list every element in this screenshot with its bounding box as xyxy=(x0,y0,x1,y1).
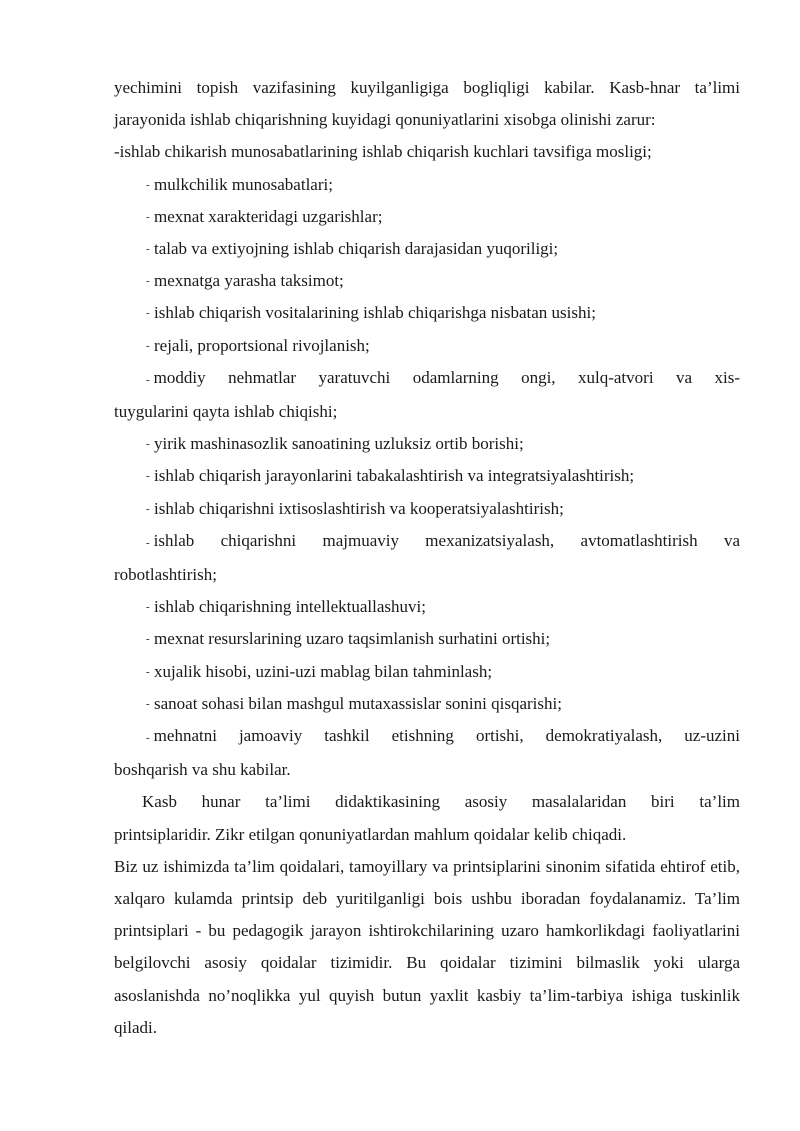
dash-bullet: - xyxy=(146,633,150,646)
dash-bullet: - xyxy=(146,536,150,549)
dash-bullet: - xyxy=(146,339,150,352)
list-item-text: moddiy nehmatlar yaratuvchi odamlarning ongi, xulq-atvori va xis- xyxy=(153,367,740,387)
dash-bullet: - xyxy=(146,210,150,223)
list-item xyxy=(114,201,740,233)
dash-bullet: - xyxy=(146,502,150,515)
dash-bullet: - xyxy=(146,601,150,614)
list-item-text: ishlab chiqarishni majmuaviy mexanizatsiyalash, avtomatlashtirish va xyxy=(153,530,740,550)
list-item-text: yirik mashinasozlik sanoatining uzluksiz ortib borishi; xyxy=(154,434,524,454)
list-item xyxy=(114,656,740,688)
document-body xyxy=(114,72,740,1044)
list-item-text: ishlab chiqarishning intellektuallashuvi; xyxy=(154,597,426,617)
list-item-text: talab va extiyojning ishlab chiqarish darajasidan yuqoriligi; xyxy=(154,239,559,259)
dash-bullet: - xyxy=(146,665,150,678)
list-item xyxy=(114,591,740,623)
list-item-text: mexnat xarakteridagi uzgarishlar; xyxy=(154,206,383,226)
list-item xyxy=(114,460,740,492)
paragraph: Biz uz ishimizda ta’lim qoidalari, tamoyillary va printsiplarini sinonim sifatida ehtirof etib, xalqaro kulamda printsip deb yuritilganligi bois ushbu iboradan foydalanamiz. Ta’lim printsiplari - bu pedagogik jarayon ishtirokchilarining uzaro hamkorlikdagi faoliyatlarini belgilovchi asosiy qoidalar tizimidir. Bu qoidalar tizimini bilmaslik yoki ularga asoslanishda no’noqlikka yul quyish butun yaxlit kasbiy ta’lim-tarbiya ishiga tuskinlik qiladi. xyxy=(114,856,740,1037)
list-item-text: rejali, proportsional rivojlanish; xyxy=(154,335,370,355)
list-item-text: sanoat sohasi bilan mashgul mutaxassislar sonini qisqarishi; xyxy=(154,693,562,713)
list-item xyxy=(114,330,740,362)
list-item-continuation: tuygularini qayta ishlab chiqishi; xyxy=(114,402,338,422)
dash-bullet: - xyxy=(146,373,150,386)
list-item-text: mulkchilik munosabatlari; xyxy=(154,174,333,194)
text-line: jarayonida ishlab chiqarishning kuyidagi qonuniyatlarini xisobga olinishi zarur: xyxy=(114,110,656,130)
list-item xyxy=(114,265,740,297)
list-item-text: mexnat resurslarining uzaro taqsimlanish surhatini ortishi; xyxy=(154,629,551,649)
list-item xyxy=(114,493,740,525)
list-item-wrapped xyxy=(114,525,740,559)
dash-bullet: - xyxy=(146,243,150,256)
list-item-wrapped xyxy=(114,362,740,396)
list-item-text: ishlab chiqarishni ixtisoslashtirish va kooperatsiyalashtirish; xyxy=(154,498,564,518)
list-item-text: mehnatni jamoaviy tashkil etishning ortishi, demokratiyalash, uz-uzini xyxy=(153,726,740,746)
dash-bullet: - xyxy=(146,178,150,191)
list-item-text: ishlab chiqarish jarayonlarini tabakalashtirish va integratsiyalashtirish; xyxy=(154,466,635,486)
list-item-continuation: boshqarish va shu kabilar. xyxy=(114,760,291,780)
paragraph-line: printsiplaridir. Zikr etilgan qonuniyatlardan mahlum qoidalar kelib chiqadi. xyxy=(114,824,627,844)
list-item-continuation: robotlashtirish; xyxy=(114,565,217,585)
dash-bullet: - xyxy=(146,275,150,288)
dash-bullet: - xyxy=(146,438,150,451)
list-item xyxy=(114,688,740,720)
paragraph-line: Kasb hunar ta’limi didaktikasining asosiy masalalaridan biri ta’lim xyxy=(142,792,740,812)
list-item-text: ishlab chiqarish vositalarining ishlab chiqarishga nisbatan usishi; xyxy=(154,303,596,323)
list-item xyxy=(114,623,740,655)
list-item-text: mexnatga yarasha taksimot; xyxy=(154,271,344,291)
text-line: -ishlab chikarish munosabatlarining ishlab chiqarish kuchlari tavsifiga mosligi; xyxy=(114,142,652,162)
list-item-text: xujalik hisobi, uzini-uzi mablag bilan tahminlash; xyxy=(154,661,493,681)
list-item-wrapped xyxy=(114,720,740,754)
dash-bullet: - xyxy=(146,307,150,320)
dash-bullet: - xyxy=(146,697,150,710)
list-item xyxy=(114,233,740,265)
list-item xyxy=(114,297,740,329)
dash-bullet: - xyxy=(146,732,150,745)
dash-bullet: - xyxy=(146,470,150,483)
list-item xyxy=(114,169,740,201)
text-line: yechimini topish vazifasining kuyilganligiga bogliqligi kabilar. Kasb-hnar ta’limi xyxy=(114,78,740,97)
list-item xyxy=(114,428,740,460)
